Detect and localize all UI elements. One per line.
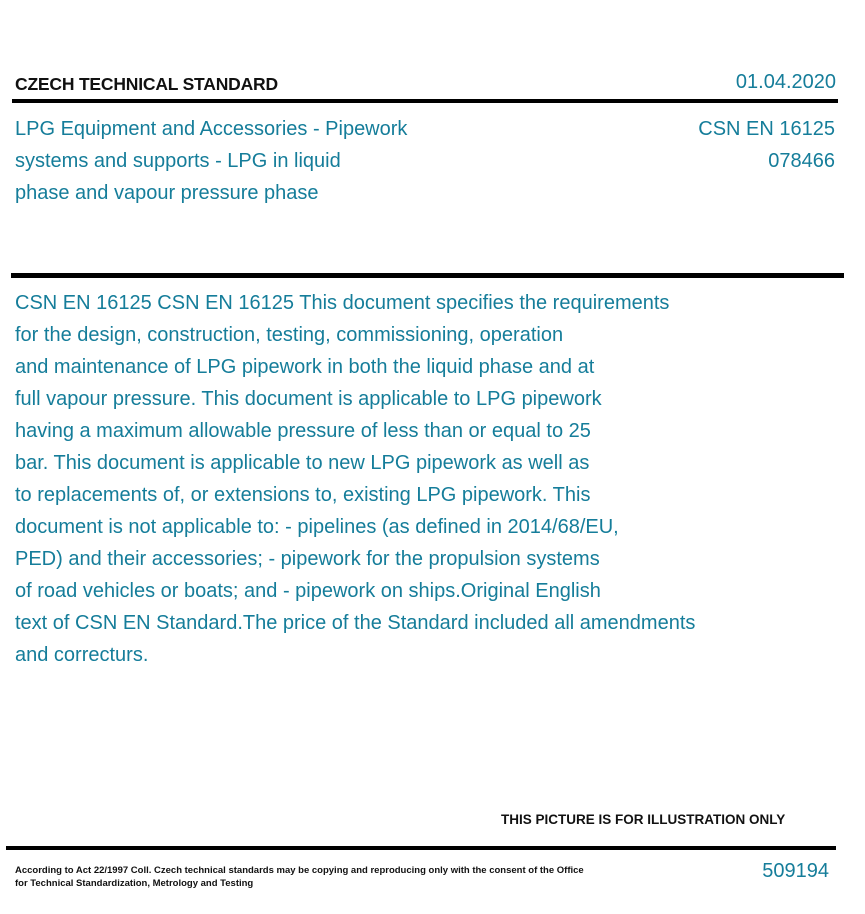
title-line: phase and vapour pressure phase (15, 182, 319, 204)
description-line: bar. This document is applicable to new LPG pipework as well as (15, 452, 590, 474)
header-rule (12, 99, 838, 103)
title-line: LPG Equipment and Accessories - Pipework (15, 118, 408, 140)
standard-title (15, 113, 407, 209)
description-line: PED) and their accessories; - pipework for the propulsion systems (15, 548, 600, 570)
description-line: to replacements of, or extensions to, existing LPG pipework. This (15, 484, 591, 506)
legal-notice (15, 864, 584, 890)
description-line: document is not applicable to: - pipelines (as defined in 2014/68/EU, (15, 516, 619, 538)
catalog-number: 078466 (768, 150, 835, 172)
description-line: text of CSN EN Standard.The price of the Standard included all amendments (15, 612, 696, 634)
description-line: and maintenance of LPG pipework in both the liquid phase and at (15, 356, 595, 378)
standard-code: CSN EN 16125 (698, 118, 835, 140)
description-line: CSN EN 16125 CSN EN 16125 This document specifies the requirements (15, 292, 670, 314)
description-line: having a maximum allowable pressure of less than or equal to 25 (15, 420, 591, 442)
footer-rule (6, 846, 836, 850)
publication-date: 01.04.2020 (735, 71, 836, 93)
description-line: and correcturs. (15, 644, 149, 666)
legal-line: for Technical Standardization, Metrology and Testing (15, 878, 254, 889)
standard-description (15, 287, 695, 671)
document-type-heading: CZECH TECHNICAL STANDARD (15, 74, 278, 94)
description-line: for the design, construction, testing, commissioning, operation (15, 324, 564, 346)
description-line: full vapour pressure. This document is applicable to LPG pipework (15, 388, 602, 410)
illustration-note: THIS PICTURE IS FOR ILLUSTRATION ONLY (501, 812, 786, 827)
description-line: of road vehicles or boats; and - pipework on ships.Original English (15, 580, 601, 602)
title-rule (11, 273, 844, 278)
legal-line: According to Act 22/1997 Coll. Czech technical standards may be copying and reproducing only with the consent of the Office (15, 865, 584, 876)
title-line: systems and supports - LPG in liquid (15, 150, 341, 172)
document-number: 509194 (762, 860, 829, 882)
